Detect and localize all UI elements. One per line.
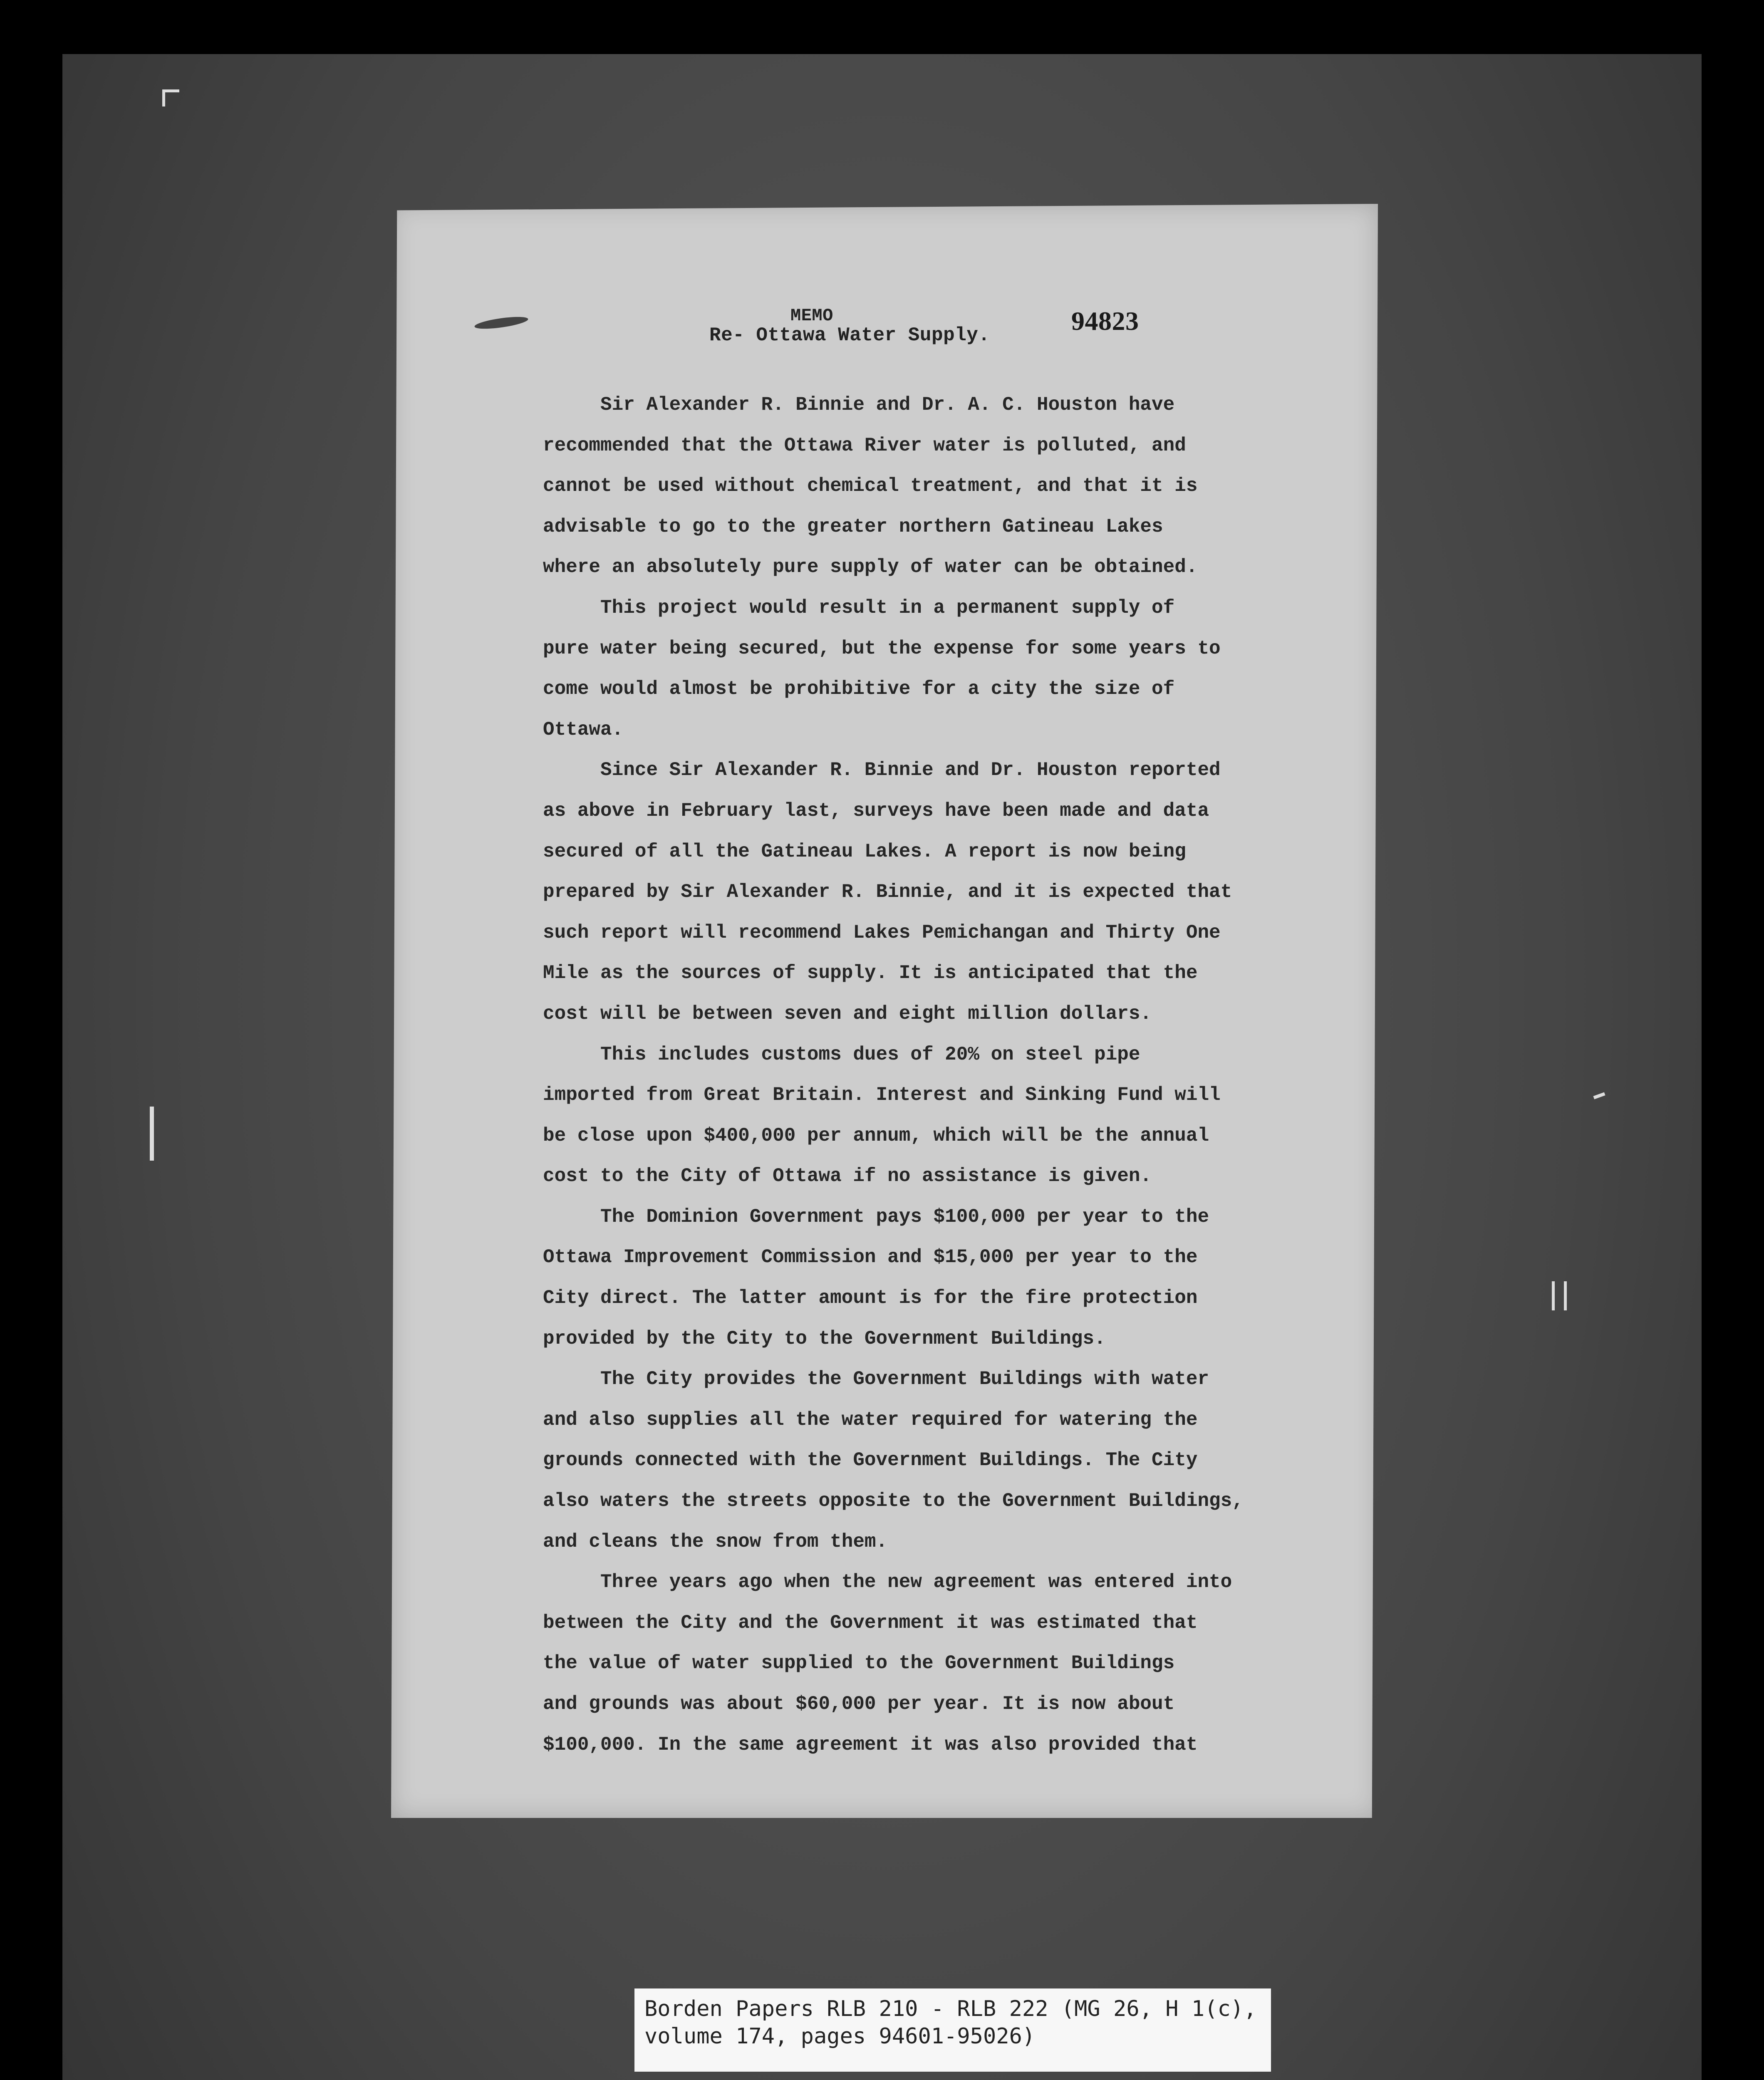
memo-line: The Dominion Government pays $100,000 per year to the: [543, 1206, 1209, 1228]
memo-line: Mile as the sources of supply. It is anticipated that the: [543, 962, 1198, 984]
memo-line: also waters the streets opposite to the Government Buildings,: [543, 1490, 1244, 1512]
memo-line: as above in February last, surveys have been made and data: [543, 800, 1209, 822]
memo-subject: Re- Ottawa Water Supply.: [709, 324, 990, 346]
memo-line: cost will be between seven and eight million dollars.: [543, 1003, 1152, 1025]
memo-line: recommended that the Ottawa River water is polluted, and: [543, 434, 1186, 456]
memo-line: the value of water supplied to the Government Buildings: [543, 1652, 1175, 1674]
memo-line: Three years ago when the new agreement was entered into: [543, 1571, 1232, 1593]
memo-line: come would almost be prohibitive for a city the size of: [543, 678, 1175, 700]
memo-line: such report will recommend Lakes Pemichangan and Thirty One: [543, 921, 1221, 943]
page-number-stamp: 94823: [1071, 306, 1139, 336]
memo-line: and also supplies all the water required for watering the: [543, 1409, 1198, 1431]
catalog-label-line: volume 174, pages 94601-95026): [644, 2024, 1036, 2049]
memo-line: between the City and the Government it was estimated that: [543, 1612, 1198, 1634]
memo-line: and cleans the snow from them.: [543, 1530, 888, 1553]
memo-line: Ottawa Improvement Commission and $15,000 per year to the: [543, 1246, 1198, 1268]
memo-line: This includes customs dues of 20% on steel pipe: [543, 1043, 1140, 1065]
memo-line: Sir Alexander R. Binnie and Dr. A. C. Houston have: [543, 394, 1175, 416]
memo-line: provided by the City to the Government Buildings.: [543, 1327, 1106, 1350]
memo-line: pure water being secured, but the expense for some years to: [543, 637, 1221, 659]
memo-line: The City provides the Government Buildings with water: [543, 1368, 1209, 1390]
memo-line: imported from Great Britain. Interest and Sinking Fund will: [543, 1084, 1221, 1106]
corner-crop-mark: [162, 89, 179, 106]
memo-heading: MEMO: [790, 306, 833, 326]
memo-line: secured of all the Gatineau Lakes. A report is now being: [543, 840, 1186, 862]
memo-line: and grounds was about $60,000 per year. It is now about: [543, 1693, 1175, 1715]
memo-line: prepared by Sir Alexander R. Binnie, and it is expected that: [543, 881, 1232, 903]
edge-mark-left: [150, 1107, 154, 1161]
memo-line: where an absolutely pure supply of water can be obtained.: [543, 556, 1198, 578]
memo-line: cannot be used without chemical treatment, and that it is: [543, 475, 1198, 497]
memo-line: Ottawa.: [543, 718, 624, 740]
memo-line: cost to the City of Ottawa if no assistance is given.: [543, 1165, 1152, 1187]
memo-line: $100,000. In the same agreement it was also provided that: [543, 1733, 1198, 1756]
memo-line: advisable to go to the greater northern Gatineau Lakes: [543, 515, 1163, 537]
memo-line: City direct. The latter amount is for the fire protection: [543, 1287, 1198, 1309]
memo-line: be close upon $400,000 per annum, which will be the annual: [543, 1124, 1209, 1146]
memo-line: Since Sir Alexander R. Binnie and Dr. Houston reported: [543, 759, 1221, 781]
catalog-label: [634, 1988, 1271, 2072]
memo-line: grounds connected with the Government Buildings. The City: [543, 1449, 1198, 1471]
catalog-label-line: Borden Papers RLB 210 - RLB 222 (MG 26, H 1(c),: [644, 1996, 1257, 2021]
memo-line: This project would result in a permanent supply of: [543, 597, 1175, 619]
edge-mark-right: [1552, 1281, 1567, 1310]
memo-body: [543, 385, 1333, 1765]
